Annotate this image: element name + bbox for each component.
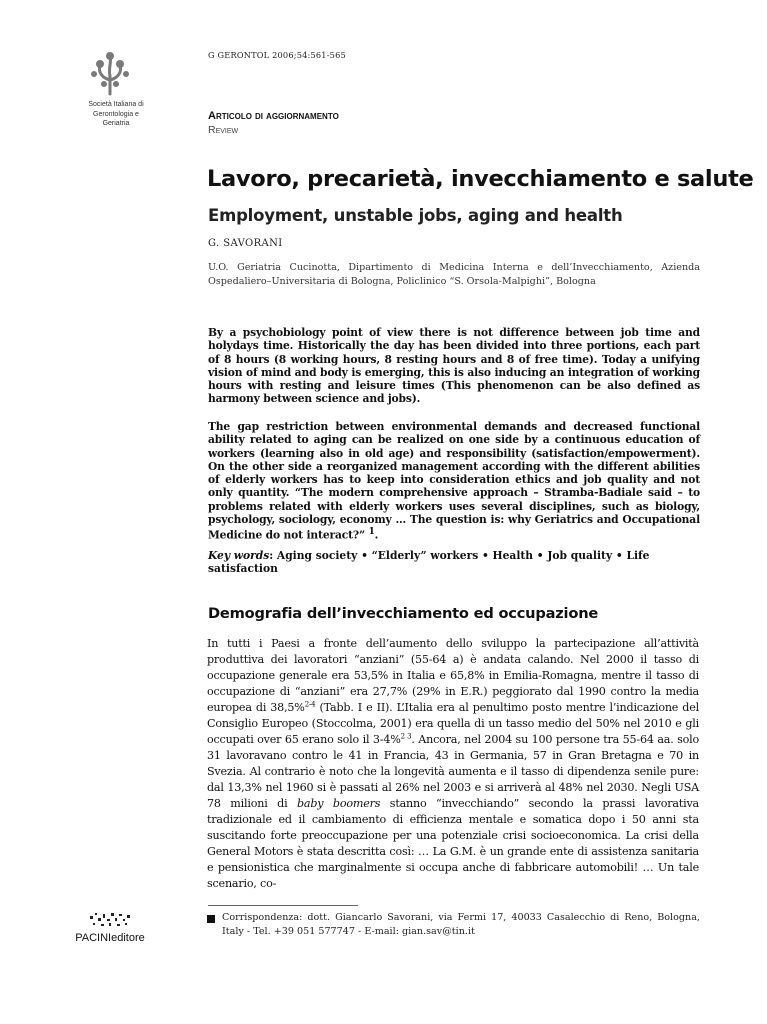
citation-ref: 2-4	[304, 700, 316, 709]
citation-ref: 2 3	[400, 732, 412, 741]
abstract-paragraph-2: The gap restriction between environmental demands and decreased functional ability related to aging can be realized on one side by a continuous education of workers (learning also in old age) and responsibility (satisfaction/empowerment). On the other side a reorganized management according with the different abilities of elderly workers has to keep into consideration ethics and job quality and not only quantity. “The modern comprehensive approach – Stramba-Badiale said – to problems related with elderly workers uses several disciplines, such as biology, psychology, sociology, economy … The question is: why Geriatrics and Occupational Medicine do not interact?” $^1$.	[208, 420, 700, 542]
section-label-en: Review	[208, 124, 239, 136]
publisher-name: PACINIeditore	[75, 932, 145, 944]
society-name: Società Italiana di Gerontologia e Geriatria	[88, 101, 144, 127]
affiliation: U.O. Geriatria Cucinotta, Dipartimento di Medicina Interna e dell’Invecchiamento, Azienda Ospedaliero–Universitaria di Bologna, Policlinico “S. Orsola-Malpighi”, Bologna	[208, 262, 700, 287]
body-text: In tutti i Paesi a fronte dell’aumento dello sviluppo la partecipazione all’attività produttiva dei lavoratori “anziani” (55-64 a) è andata calando. Nel 2000 il tasso di occupazione generale era 53,5% in Italia e 65,8% in Emilia-Romagna, mentre il tasso di occupazione di “anziani” era 27,7% (29% in E.R.) peggiorato dal 1990 contro la media europea di 38,5%$^{2-4}$ (Tabb. I e II). L’Italia era al penultimo posto mentre l’indicazione del Consiglio Europeo (Stoccolma, 2001) era quella di un tasso medio del 50% nel 2010 e gli occupati over 65 erano solo il 3-4%$^{2 3}$. Ancora, nel 2004 su 100 persone tra 55-64 aa. solo 31 lavoravano contro le 41 in Francia, 43 in Germania, 57 in Gran Bretagna e 70 in Svezia. Al contrario è noto che la longevità aumenta e il tasso di dipendenza senile pure: dal 13,3% nel 1960 si è passati al 26% nel 2003 e si arriverà al 48% nel 2030. Negli USA 78 milioni di baby boomers stanno “invecchiando” secondo la prassi lavorativa tradizionale ed il cambiamento di efficienza mentale e somatica dopo i 50 anni sta suscitando forte preoccupazione per una potenziale crisi socioeconomica. La crisi della General Motors è stata descritta così: … La G.M. è un grande ente di assistenza sanitaria e pensionistica che marginalmente si occupa anche di fabbricare automobili! … Un tale scenario, co-	[207, 637, 699, 890]
correspondence: Corrispondenza: dott. Giancarlo Savorani, via Fermi 17, 40033 Casalecchio di Reno, Bologna, Italy - Tel. +39 051 577747 - E-mail: gian.sav@tin.it	[222, 912, 700, 937]
bullet-square-icon	[207, 915, 215, 923]
footnote-rule	[208, 905, 358, 906]
article-subtitle: Employment, unstable jobs, aging and health	[208, 206, 623, 225]
publisher-logo-icon	[86, 910, 134, 932]
abstract-paragraph-1: By a psychobiology point of view there is not difference between job time and holydays time. Historically the day has been divided into three portions, each part of 8 hours (8 working hours, 8 resting hours and 8 of free time). Today a unifying vision of mind and body is emerging, this is also inducing an integration of working hours with resting and leisure times (This phenomenon can be also defined as harmony between science and jobs).	[208, 326, 700, 406]
keywords: Key words: Aging society • “Elderly” workers • Health • Job quality • Life satisfaction	[208, 549, 650, 576]
section-heading: Demografia dell’invecchiamento ed occupazione	[208, 605, 599, 622]
society-logo-icon	[86, 50, 134, 98]
journal-reference: G GERONTOL 2006;54:561-565	[208, 50, 346, 60]
keywords-label: Key words	[208, 549, 270, 562]
citation-ref: 1	[368, 527, 375, 538]
section-label: Articolo di aggiornamento	[208, 110, 339, 122]
author: G. SAVORANI	[208, 238, 283, 249]
article-title: Lavoro, precarietà, invecchiamento e salute	[207, 166, 754, 192]
